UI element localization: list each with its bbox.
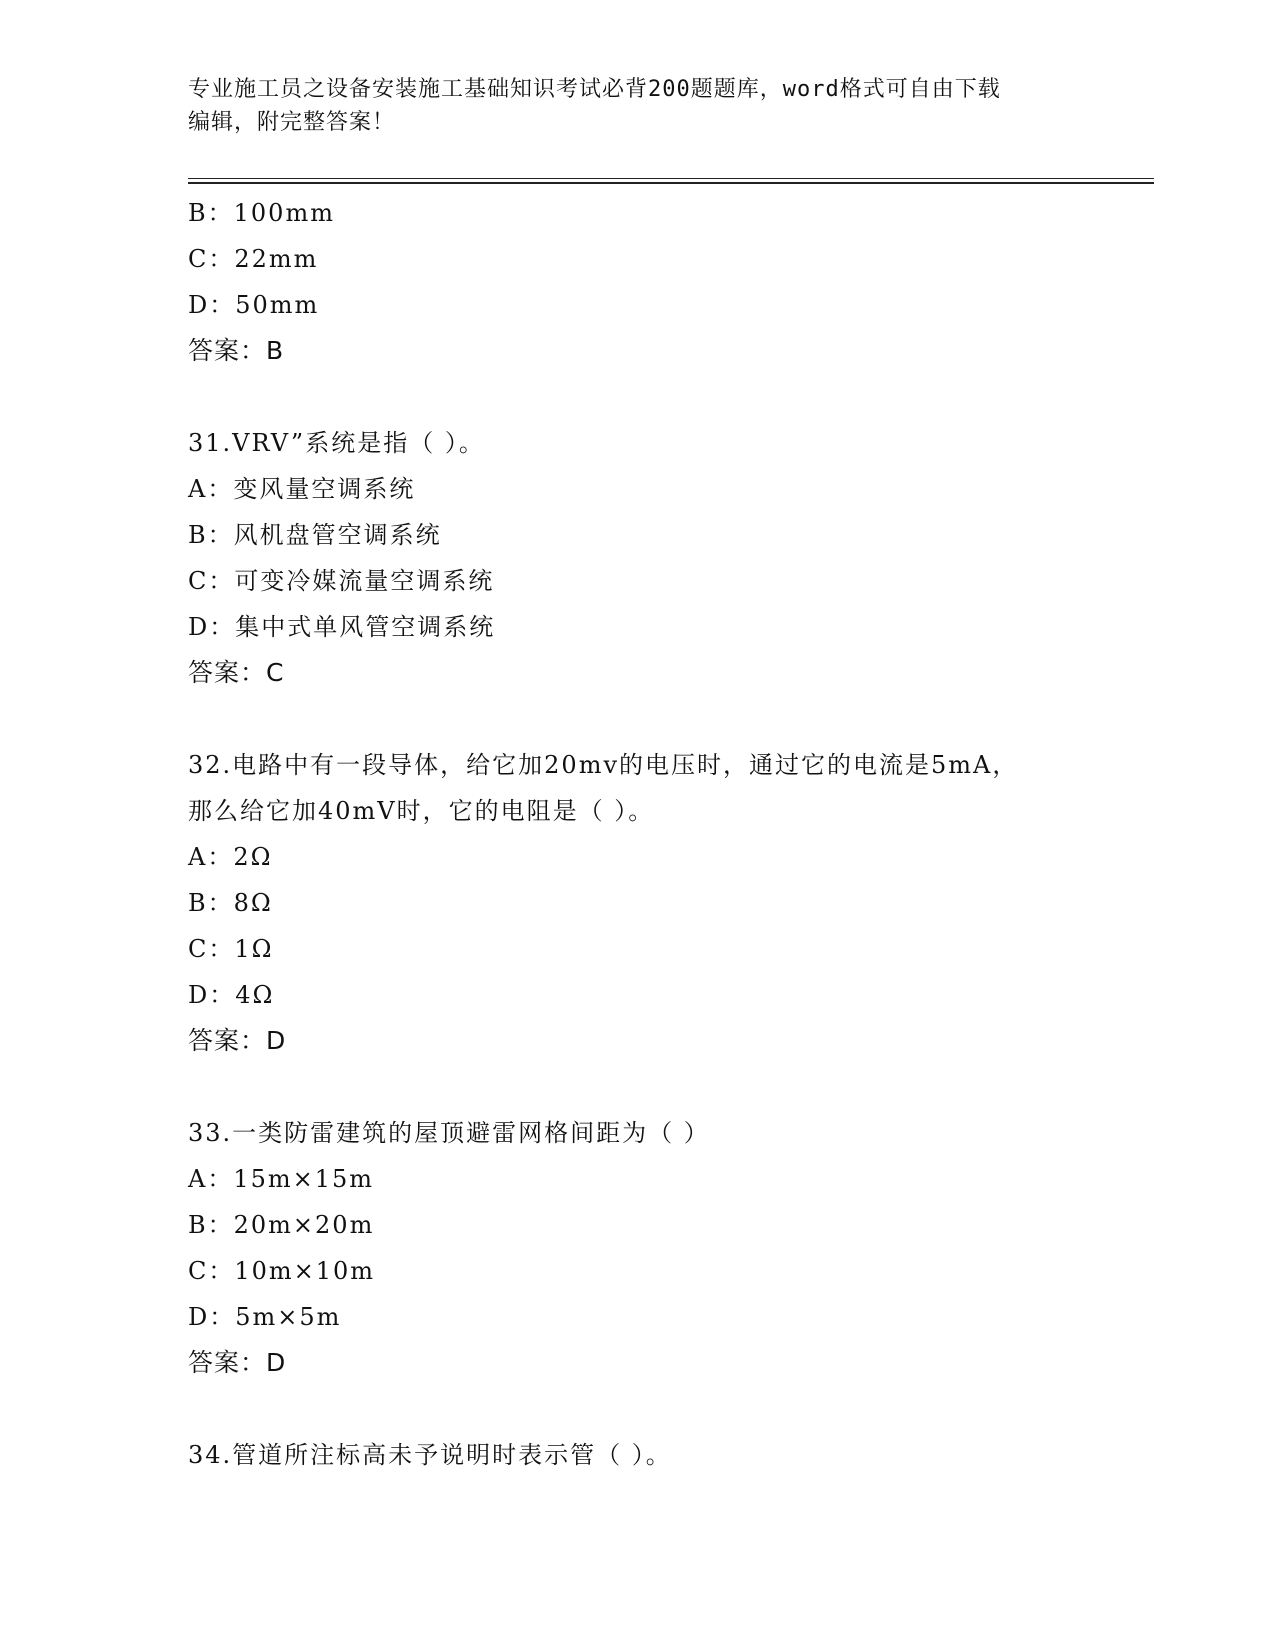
option-c: C：10m×10m bbox=[188, 1257, 376, 1285]
option-c: C：可变冷媒流量空调系统 bbox=[188, 567, 495, 595]
option-d: D：4Ω bbox=[188, 981, 275, 1009]
option-c: C：1Ω bbox=[188, 935, 274, 963]
question-32-line-2: 那么给它加40mV时，它的电阻是（ ）。 bbox=[188, 797, 655, 825]
option-b: B：风机盘管空调系统 bbox=[188, 521, 442, 549]
answer-line: 答案：B bbox=[188, 336, 285, 365]
option-a: A：变风量空调系统 bbox=[188, 475, 416, 503]
question-33: 33.一类防雷建筑的屋顶避雷网格间距为（ ） bbox=[188, 1119, 710, 1147]
option-b: B：8Ω bbox=[188, 889, 273, 917]
answer-line: 答案：D bbox=[188, 1348, 287, 1377]
option-a: A：2Ω bbox=[188, 843, 273, 871]
question-34: 34.管道所注标高未予说明时表示管（ ）。 bbox=[188, 1441, 672, 1469]
option-d: D：5m×5m bbox=[188, 1303, 342, 1331]
header-rule-thin bbox=[188, 178, 1154, 179]
answer-line: 答案：D bbox=[188, 1026, 287, 1055]
option-b: B：20m×20m bbox=[188, 1211, 375, 1239]
option-c: C：22mm bbox=[188, 245, 319, 273]
header-title-line-1: 专业施工员之设备安装施工基础知识考试必背200题题库，word格式可自由下载 bbox=[188, 77, 1001, 102]
header-title-line-2: 编辑，附完整答案！ bbox=[188, 110, 396, 135]
page-header bbox=[188, 73, 1088, 139]
header-rule-thick bbox=[188, 182, 1154, 184]
answer-line: 答案：C bbox=[188, 658, 285, 687]
document-body bbox=[188, 190, 1148, 1478]
option-d: D：集中式单风管空调系统 bbox=[188, 613, 496, 641]
option-a: A：15m×15m bbox=[188, 1165, 375, 1193]
question-31: 31.VRV”系统是指（ ）。 bbox=[188, 429, 485, 457]
option-b: B：100mm bbox=[188, 199, 335, 227]
question-32-line-1: 32.电路中有一段导体，给它加20mv的电压时，通过它的电流是5mA， bbox=[188, 751, 1019, 779]
option-d: D：50mm bbox=[188, 291, 320, 319]
